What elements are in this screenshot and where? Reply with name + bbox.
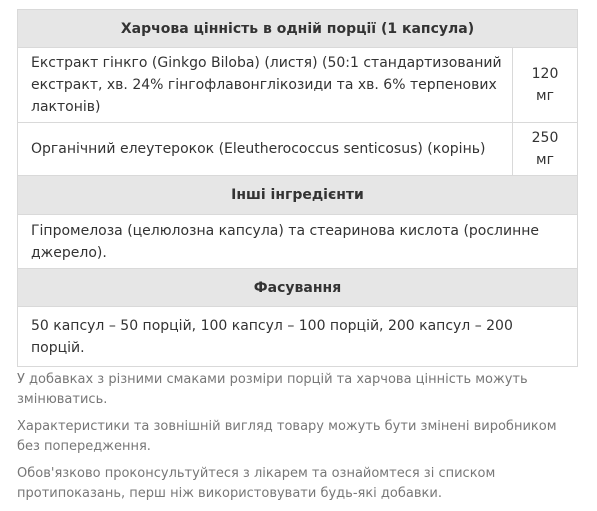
ingredient-amount — [513, 123, 578, 176]
packaging-text: 50 капсул – 50 порцій, 100 капсул – 100 порцій, 200 капсул – 200 порцій. — [18, 307, 578, 367]
ingredient-amount — [513, 48, 578, 123]
disclaimer-notes — [17, 370, 577, 511]
nutrition-value-header: Харчова цінність в одній порції (1 капсула) — [18, 10, 578, 48]
ingredient-name: Органічний елеутерокок (Eleutherococcus senticosus) (корінь) — [18, 123, 513, 176]
manufacturer-change-note: Характеристики та зовнішній вигляд товару можуть бути змінені виробником без попередження. — [17, 419, 557, 454]
other-ingredients-text: Гіпромелоза (целюлозна капсула) та стеаринова кислота (рослинне джерело). — [18, 215, 578, 269]
packaging-header: Фасування — [18, 269, 578, 307]
ingredient-name: Екстракт гінкго (Ginkgo Biloba) (листя) (50:1 стандартизований екстракт, хв. 24% гінгофлавонглікозиди та хв. 6% терпенових лактонів) — [18, 48, 513, 123]
other-ingredients-header: Інші інгредієнти — [18, 176, 578, 215]
flavor-serving-note: У добавках з різними смаками розміри порцій та харчова цінність можуть змінюватись. — [17, 372, 528, 407]
table-row — [18, 123, 578, 176]
amount-value: 120 — [531, 66, 559, 82]
amount-unit: мг — [536, 88, 554, 104]
consult-doctor-note: Обов'язково проконсультуйтеся з лікарем та ознайомтеся зі списком протипоказань, перш ніж використовувати будь-які добавки. — [17, 466, 496, 501]
amount-value: 250 — [531, 130, 559, 146]
table-row — [18, 48, 578, 123]
supplement-facts-table — [17, 9, 578, 367]
amount-unit: мг — [536, 152, 554, 168]
